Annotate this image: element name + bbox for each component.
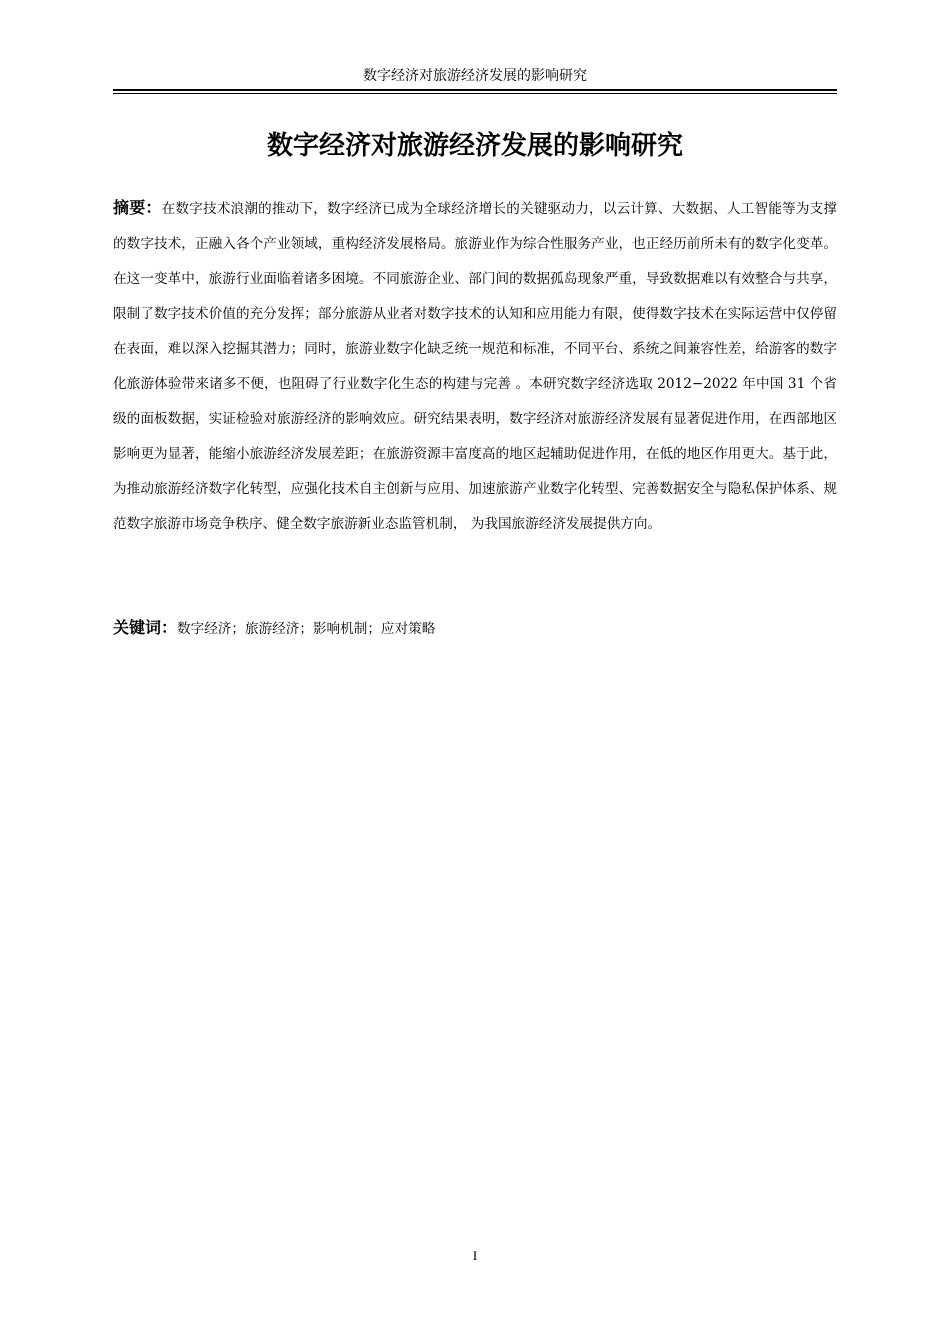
header-rule — [113, 89, 837, 91]
page-number: I — [472, 1248, 478, 1263]
abstract-paragraph — [113, 190, 837, 542]
keywords-line — [113, 612, 837, 645]
abstract-text: 在数字技术浪潮的推动下，数字经济已成为全球经济增长的关键驱动力，以云计算、大数据、人工智能等为支撑的数字技术，正融入各个产业领域，重构经济发展格局。旅游业作为综合性服务产业，也正经历前所未有的数字化变革。在这一变革中，旅游行业面临着诸多困境。不同旅游企业、部门间的数据孤岛现象严重，导致数据难以有效整合与共享，限制了数字技术价值的充分发挥；部分旅游从业者对数字技术的认知和应用能力有限，使得数字技术在实际运营中仅停留在表面，难以深入挖掘其潜力；同时，旅游业数字化缺乏统一规范和标准，不同平台、系统之间兼容性差，给游客的数字化旅游体验带来诸多不便，也阻碍了行业数字化生态的构建与完善 。本研究数字经济选取 2012−2022 年中国 31 个省级的面板数据，实证检验对旅游经济的影响效应。研究结果表明，数字经济对旅游经济发展有显著促进作用，在西部地区影响更为显著，能缩小旅游经济发展差距；在旅游资源丰富度高的地区起辅助促进作用，在低的地区作用更大。基于此，为推动旅游经济数字化转型，应强化技术自主创新与应用、加速旅游产业数字化转型、完善数据安全与隐私保护体系、规范数字旅游市场竞争秩序、健全数字旅游新业态监管机制， 为我国旅游经济发展提供方向。 — [113, 201, 837, 532]
abstract-label: 摘要： — [113, 198, 162, 217]
keywords-label: 关键词： — [113, 618, 178, 637]
document-title: 数字经济对旅游经济发展的影响研究 — [266, 131, 683, 161]
running-header: 数字经济对旅游经济发展的影响研究 — [363, 68, 587, 84]
header-rule-thin — [113, 93, 837, 94]
keywords-text: 数字经济；旅游经济；影响机制；应对策略 — [177, 621, 436, 637]
